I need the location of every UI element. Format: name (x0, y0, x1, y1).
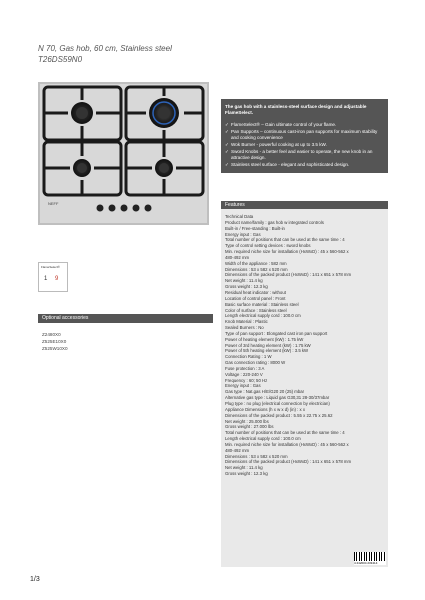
spec-line: Color of surface : Stainless steel (225, 307, 287, 313)
brand-logo: NEFF (48, 201, 59, 206)
product-title: N 70, Gas hob, 60 cm, Stainless steel (38, 44, 172, 53)
spec-line: Dimensions : 53 x 582 x 520 mm (225, 453, 288, 459)
barcode (354, 552, 386, 565)
spec-line: Alternative gas type : Liquid gas G30,31 28-30/37mbar (225, 395, 330, 401)
spec-line: Net weight : 25.000 lbs (225, 418, 269, 424)
barcode-digits: 4 242004 233414 (354, 561, 378, 565)
spec-line: Sealed Burners : No (225, 325, 264, 331)
accessories-heading: Optional accessories (38, 314, 213, 323)
spec-line: Power of 3rd heating element (kW) : 1.75 kW (225, 342, 311, 348)
summary-bullet: ✓ Stainless steel surface - elegant and sophisticated design. (225, 162, 350, 167)
spec-line: Technical Data (225, 214, 254, 219)
badge-level-high: 9 (55, 276, 59, 282)
spec-line: Gross weight : 12.3 kg (225, 284, 268, 290)
spec-line: Location of control panel : Front (225, 295, 286, 301)
flameselect-badge (38, 262, 68, 292)
spec-line: Dimensions of the packed product (HxWxD) : 141 x 651 x 578 mm (225, 272, 352, 278)
gas-hob-image (38, 82, 209, 225)
accessories-list (42, 331, 68, 352)
spec-line: Knob Material : Plastic (225, 319, 268, 325)
product-title-block (38, 43, 172, 65)
spec-line: Dimensions of the packed product : 5.55 x 22.75 x 25.62 (225, 412, 333, 418)
spec-line: Voltage : 220-240 V (225, 371, 263, 377)
spec-line: 480-492 mm (225, 447, 250, 453)
check-icon: ✓ (225, 129, 229, 134)
spec-line: Dimensions : 53 x 582 x 520 mm (225, 266, 288, 272)
summary-bullet: ✓ Wok Burner - powerful cooking at up to 3.5 kW. (225, 142, 327, 147)
spec-line: Connection Rating : 1 W (225, 354, 272, 360)
spec-line: Total number of positions that can be used at the same time : 4 (225, 237, 345, 243)
spec-line: Min. required niche size for installation (HxWxD) : 45 x 560-562 x (225, 249, 349, 255)
badge-level-low: 1 (44, 276, 48, 282)
spec-line: Energy input : Gas (225, 231, 261, 237)
spec-line: Energy input : Gas (225, 383, 261, 389)
summary-heading: The gas hob with a stainless-steel surface design and adjustable FlameSelect. (225, 104, 367, 115)
spec-line: Gross weight : 12.3 kg (225, 471, 268, 477)
summary-panel (221, 99, 388, 173)
product-model: T26DS59N0 (38, 55, 83, 64)
spec-line: Frequency : 60; 50 Hz (225, 377, 268, 383)
spec-line: Residual heat indicator : without (225, 289, 286, 295)
spec-line: Power of heating element (kW) : 1.75 kW (225, 336, 304, 342)
spec-line: 480-492 mm (225, 254, 250, 260)
check-icon: ✓ (225, 149, 229, 154)
spec-line: Type of pan support : Elongated cast iron pan support (225, 330, 328, 336)
summary-bullet: ✓ Sword Knobs - a better feel and easier to operate, the new knob in an attractive design. (225, 149, 373, 160)
spec-line: Width of the appliance : 582 mm (225, 260, 287, 266)
spec-line: Gas connection rating : 8000 W (225, 360, 286, 366)
check-icon: ✓ (225, 122, 229, 127)
page-number: 1/3 (30, 576, 40, 583)
spec-line: Built-in / Free-standing : Built-in (225, 225, 285, 231)
check-icon: ✓ (225, 162, 229, 167)
spec-line: Appliance Dimensions (h x w x d) (in) : x x (225, 406, 305, 412)
features-heading: Features (221, 201, 388, 209)
barcode-bars (354, 552, 386, 561)
spec-line: Basic surface material : Stainless steel (225, 301, 299, 307)
accessory-item: Z525E10X0 (42, 339, 67, 344)
check-icon: ✓ (225, 142, 229, 147)
spec-line: Product name/family : gas hob w integrated controls (225, 219, 324, 225)
spec-line: Length electrical supply cord : 100.0 cm (225, 436, 301, 442)
spec-line: Net weight : 11.4 kg (225, 465, 263, 471)
spec-line: Length electrical supply cord : 100.0 cm (225, 313, 301, 319)
technical-specs (221, 209, 388, 567)
badge-label: FlameSelect® (41, 265, 60, 269)
spec-line: Net weight : 11.4 kg (225, 278, 263, 284)
accessory-item: Z2480X0 (42, 332, 61, 337)
spec-line: Type of control setting devices : sword knobs (225, 243, 311, 249)
accessory-item: Z525W10X0 (42, 346, 68, 351)
spec-line: Gross weight : 27.000 lbs (225, 424, 274, 430)
spec-line: Fuse protection : 3 A (225, 365, 265, 371)
spec-line: Min. required niche size for installation (HxWxD) : 45 x 560-562 x (225, 441, 349, 447)
spec-line: Power of 5th heating element (kW) : 3.5 kW (225, 348, 309, 354)
spec-line: Total number of positions that can be used at the same time : 4 (225, 430, 345, 436)
summary-bullet: ✓ FlameSelect® – Gain ultimate control of your flame. (225, 122, 337, 127)
spec-line: Plug type : no plug (electrical connection by electrician) (225, 401, 330, 406)
summary-bullet: ✓ Pan Supports – continuous cast-iron pan supports for maximum stability and cooking convenience (225, 129, 378, 140)
spec-line: Gas type : Nat.gas H/E/G20 20 (25) mbar (225, 389, 305, 395)
spec-line: Dimensions of the packed product (HxWxD) : 141 x 651 x 578 mm (225, 459, 352, 465)
